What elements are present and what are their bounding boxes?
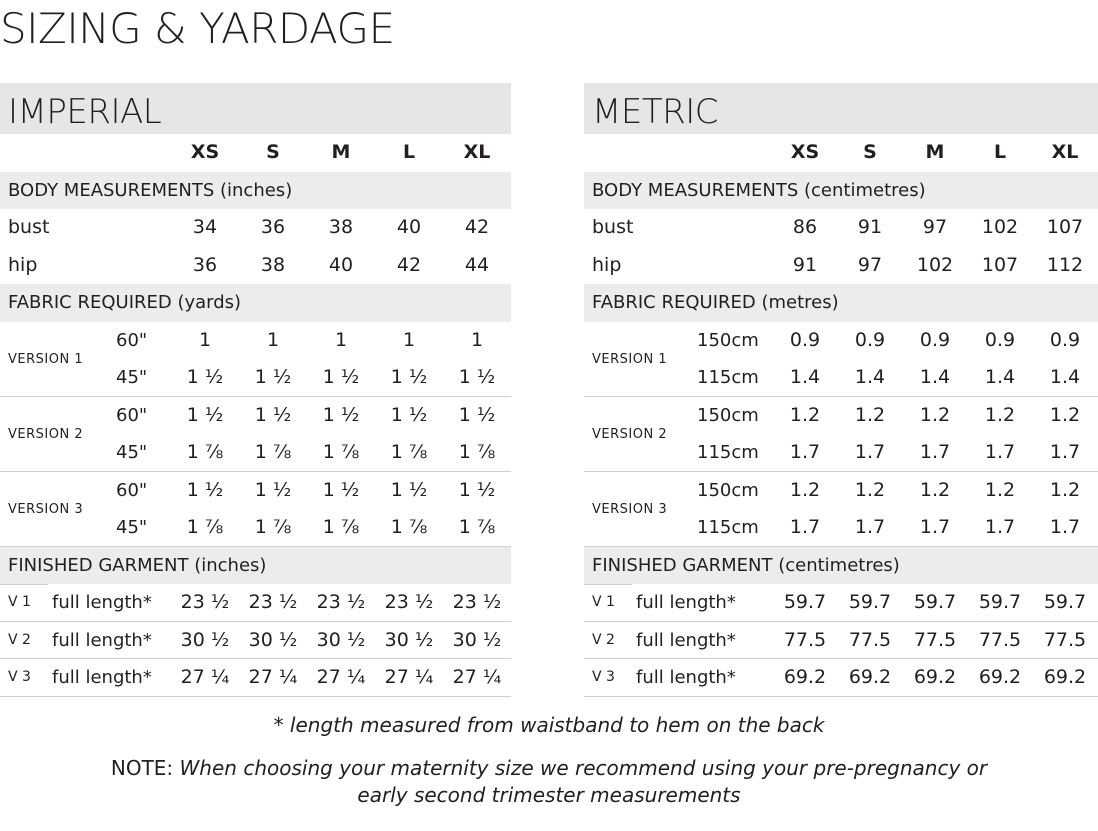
hip-value: 36 bbox=[192, 253, 218, 276]
size-header-m: M bbox=[925, 141, 945, 163]
fabric-amount-wide: 1.2 bbox=[789, 403, 821, 426]
page-title: SIZING & YARDAGE bbox=[0, 4, 395, 53]
hip-value: 97 bbox=[857, 253, 883, 276]
note-text-line-1: When choosing your maternity size we recommend using your pre-pregnancy or bbox=[179, 756, 988, 780]
bust-value: 107 bbox=[1046, 216, 1084, 238]
fabric-amount-wide: 1.2 bbox=[789, 478, 821, 501]
bust-value: 34 bbox=[192, 216, 218, 238]
fabric-required-label: FABRIC REQUIRED (yards) bbox=[8, 292, 242, 313]
full-length-value: 59.7 bbox=[848, 591, 892, 613]
finished-length-row bbox=[0, 659, 511, 697]
hip-value: 42 bbox=[396, 253, 422, 276]
fabric-amount-wide: 0.9 bbox=[1049, 328, 1081, 351]
finished-length-row bbox=[584, 584, 1098, 622]
fabric-width-wide: 60" bbox=[116, 329, 148, 351]
fabric-amount-wide: 1.2 bbox=[1049, 403, 1081, 426]
fabric-amount-wide: 0.9 bbox=[919, 328, 951, 351]
full-length-value: 27 ¼ bbox=[248, 666, 298, 688]
body-measurements-heading bbox=[0, 172, 511, 210]
bust-label: bust bbox=[8, 216, 50, 238]
fabric-width-narrow: 115cm bbox=[697, 367, 759, 388]
full-length-value: 23 ½ bbox=[248, 591, 298, 613]
fabric-amount-narrow: 1.7 bbox=[919, 441, 951, 463]
size-header-s: S bbox=[266, 141, 280, 163]
fabric-width-wide: 150cm bbox=[697, 404, 759, 426]
fabric-amount-wide: 1 ½ bbox=[322, 403, 360, 426]
full-length-label: full length* bbox=[52, 667, 152, 688]
bust-label: bust bbox=[592, 216, 634, 238]
fabric-amount-wide: 1.2 bbox=[984, 478, 1016, 501]
fabric-amount-wide: 1.2 bbox=[854, 403, 886, 426]
fabric-amount-wide: 1.2 bbox=[984, 403, 1016, 426]
size-header-s: S bbox=[863, 141, 877, 163]
fabric-amount-wide: 1 bbox=[470, 328, 484, 351]
full-length-value: 69.2 bbox=[848, 666, 892, 688]
fabric-amount-wide: 1.2 bbox=[919, 403, 951, 426]
full-length-value: 23 ½ bbox=[316, 591, 366, 613]
full-length-value: 77.5 bbox=[783, 628, 827, 651]
fabric-amount-wide: 1.2 bbox=[919, 478, 951, 501]
fabric-amount-wide: 1 ½ bbox=[254, 478, 292, 501]
fabric-amount-narrow: 1.7 bbox=[1049, 441, 1081, 463]
bust-value: 91 bbox=[857, 216, 883, 238]
full-length-value: 59.7 bbox=[1043, 591, 1087, 613]
full-length-value: 30 ½ bbox=[316, 628, 366, 651]
fabric-amount-wide: 1 ½ bbox=[322, 478, 360, 501]
fabric-amount-narrow: 1.7 bbox=[789, 516, 821, 538]
finished-garment-heading bbox=[584, 547, 1098, 585]
fabric-amount-wide: 1 ½ bbox=[186, 403, 224, 426]
hip-row bbox=[0, 247, 511, 285]
fabric-version-group bbox=[584, 472, 1098, 547]
fabric-amount-wide: 0.9 bbox=[984, 328, 1016, 351]
bust-value: 86 bbox=[792, 216, 818, 238]
fabric-amount-narrow: 1 ⅞ bbox=[254, 516, 292, 538]
fabric-amount-wide: 0.9 bbox=[854, 328, 886, 351]
body-measurements-label: BODY MEASUREMENTS (inches) bbox=[8, 179, 293, 201]
fabric-amount-narrow: 1 ½ bbox=[186, 366, 224, 388]
size-header-row bbox=[0, 134, 511, 172]
full-length-value: 23 ½ bbox=[180, 591, 230, 613]
bust-value: 42 bbox=[464, 216, 490, 238]
size-header-m: M bbox=[331, 141, 351, 163]
note-label: NOTE: bbox=[110, 756, 174, 780]
hip-row bbox=[584, 247, 1098, 285]
bust-value: 38 bbox=[328, 216, 354, 238]
finished-length-row bbox=[584, 622, 1098, 660]
bust-value: 102 bbox=[981, 216, 1019, 238]
finished-garment-heading bbox=[0, 547, 511, 585]
metric-table bbox=[584, 83, 1098, 697]
hip-label: hip bbox=[592, 253, 622, 276]
fabric-amount-wide: 1 ½ bbox=[390, 478, 428, 501]
full-length-value: 69.2 bbox=[913, 666, 957, 688]
imperial-heading: IMPERIAL bbox=[0, 83, 511, 134]
fabric-amount-narrow: 1 ⅞ bbox=[322, 441, 360, 463]
fabric-amount-wide: 1.2 bbox=[854, 478, 886, 501]
body-measurements-label: BODY MEASUREMENTS (centimetres) bbox=[592, 179, 926, 201]
fabric-amount-narrow: 1.4 bbox=[789, 366, 821, 388]
full-length-value: 30 ½ bbox=[248, 628, 298, 651]
version-label: VERSION 1 bbox=[592, 351, 668, 367]
full-length-value: 30 ½ bbox=[384, 628, 434, 651]
full-length-label: full length* bbox=[52, 629, 152, 651]
fabric-width-wide: 150cm bbox=[697, 329, 759, 351]
fabric-amount-narrow: 1.7 bbox=[919, 516, 951, 538]
fabric-amount-narrow: 1 ½ bbox=[254, 366, 292, 388]
full-length-value: 69.2 bbox=[1043, 666, 1087, 688]
version-short-label: V 2 bbox=[8, 631, 31, 648]
full-length-value: 69.2 bbox=[978, 666, 1022, 688]
full-length-label: full length* bbox=[52, 592, 152, 613]
fabric-amount-narrow: 1.7 bbox=[854, 441, 886, 463]
version-short-label: V 1 bbox=[592, 594, 615, 610]
fabric-amount-narrow: 1 ⅞ bbox=[254, 441, 292, 463]
fabric-width-wide: 150cm bbox=[697, 479, 759, 501]
fabric-amount-wide: 1 bbox=[198, 328, 212, 351]
fabric-width-narrow: 45" bbox=[116, 367, 148, 388]
version-label: VERSION 2 bbox=[592, 426, 668, 442]
fabric-amount-narrow: 1.4 bbox=[854, 366, 886, 388]
full-length-value: 30 ½ bbox=[180, 628, 230, 651]
footnote: * length measured from waistband to hem on the back bbox=[273, 713, 825, 737]
full-length-value: 59.7 bbox=[978, 591, 1022, 613]
finished-garment-label: FINISHED GARMENT (inches) bbox=[8, 554, 267, 576]
full-length-value: 77.5 bbox=[913, 628, 957, 651]
fabric-amount-narrow: 1.7 bbox=[1049, 516, 1081, 538]
full-length-value: 27 ¼ bbox=[384, 666, 434, 688]
fabric-amount-narrow: 1 ⅞ bbox=[322, 516, 360, 538]
fabric-version-group bbox=[0, 322, 511, 397]
size-header-xs: XS bbox=[790, 141, 820, 163]
hip-label: hip bbox=[8, 253, 38, 276]
fabric-version-group bbox=[584, 322, 1098, 397]
hip-value: 107 bbox=[981, 253, 1019, 276]
full-length-value: 69.2 bbox=[783, 666, 827, 688]
version-label: VERSION 2 bbox=[8, 426, 84, 442]
full-length-label: full length* bbox=[636, 629, 736, 651]
hip-value: 112 bbox=[1046, 253, 1084, 276]
hip-value: 44 bbox=[464, 253, 490, 276]
fabric-amount-narrow: 1 ⅞ bbox=[458, 516, 496, 538]
hip-value: 38 bbox=[260, 253, 286, 276]
fabric-amount-narrow: 1.4 bbox=[919, 366, 951, 388]
bust-row bbox=[584, 209, 1098, 247]
full-length-value: 27 ¼ bbox=[180, 666, 230, 688]
hip-value: 40 bbox=[328, 253, 354, 276]
fabric-amount-wide: 1 bbox=[334, 328, 348, 351]
version-short-label: V 1 bbox=[8, 594, 31, 610]
finished-length-row bbox=[584, 659, 1098, 697]
size-header-xl: XL bbox=[463, 141, 491, 163]
bust-value: 97 bbox=[922, 216, 948, 238]
size-header-xs: XS bbox=[190, 141, 220, 163]
bust-value: 40 bbox=[396, 216, 422, 238]
fabric-amount-narrow: 1.4 bbox=[1049, 366, 1081, 388]
full-length-label: full length* bbox=[636, 667, 736, 688]
finished-garment-label: FINISHED GARMENT (centimetres) bbox=[592, 554, 900, 576]
fabric-amount-wide: 1 ½ bbox=[458, 403, 496, 426]
version-short-label: V 3 bbox=[8, 669, 31, 685]
imperial-table bbox=[0, 83, 511, 697]
version-label: VERSION 3 bbox=[592, 501, 668, 517]
fabric-amount-wide: 1 bbox=[266, 328, 280, 351]
body-measurements-heading bbox=[584, 172, 1098, 210]
fabric-width-narrow: 115cm bbox=[697, 442, 759, 463]
fabric-amount-wide: 1.2 bbox=[1049, 478, 1081, 501]
fabric-amount-narrow: 1 ⅞ bbox=[186, 441, 224, 463]
fabric-version-group bbox=[0, 397, 511, 472]
maternity-note bbox=[0, 755, 1098, 809]
full-length-value: 23 ½ bbox=[384, 591, 434, 613]
fabric-width-wide: 60" bbox=[116, 479, 148, 501]
fabric-amount-wide: 1 ½ bbox=[254, 403, 292, 426]
fabric-width-narrow: 115cm bbox=[697, 517, 759, 538]
full-length-value: 23 ½ bbox=[452, 591, 502, 613]
fabric-amount-narrow: 1 ½ bbox=[458, 366, 496, 388]
fabric-width-wide: 60" bbox=[116, 404, 148, 426]
finished-length-row bbox=[0, 622, 511, 660]
fabric-amount-wide: 1 ½ bbox=[390, 403, 428, 426]
fabric-amount-wide: 1 bbox=[402, 328, 416, 351]
fabric-amount-wide: 0.9 bbox=[789, 328, 821, 351]
version-short-label: V 3 bbox=[592, 669, 615, 685]
fabric-amount-narrow: 1 ½ bbox=[322, 366, 360, 388]
metric-heading: METRIC bbox=[584, 83, 1098, 134]
fabric-version-group bbox=[0, 472, 511, 547]
finished-length-row bbox=[0, 584, 511, 622]
full-length-value: 77.5 bbox=[848, 628, 892, 651]
full-length-value: 27 ¼ bbox=[452, 666, 502, 688]
size-header-xl: XL bbox=[1051, 141, 1079, 163]
fabric-amount-narrow: 1.7 bbox=[789, 441, 821, 463]
fabric-required-label: FABRIC REQUIRED (metres) bbox=[592, 292, 839, 313]
fabric-amount-narrow: 1 ⅞ bbox=[390, 441, 428, 463]
fabric-required-heading bbox=[0, 284, 511, 322]
fabric-version-group bbox=[584, 397, 1098, 472]
fabric-amount-wide: 1 ½ bbox=[186, 478, 224, 501]
version-label: VERSION 1 bbox=[8, 351, 84, 367]
fabric-amount-narrow: 1 ½ bbox=[390, 366, 428, 388]
note-text-line-2: early second trimester measurements bbox=[357, 783, 741, 807]
fabric-amount-wide: 1 ½ bbox=[458, 478, 496, 501]
full-length-value: 59.7 bbox=[913, 591, 957, 613]
fabric-amount-narrow: 1 ⅞ bbox=[186, 516, 224, 538]
hip-value: 102 bbox=[916, 253, 954, 276]
hip-value: 91 bbox=[792, 253, 818, 276]
full-length-value: 30 ½ bbox=[452, 628, 502, 651]
fabric-amount-narrow: 1.4 bbox=[984, 366, 1016, 388]
fabric-amount-narrow: 1 ⅞ bbox=[458, 441, 496, 463]
size-header-l: L bbox=[402, 141, 416, 163]
version-short-label: V 2 bbox=[592, 631, 615, 648]
bust-value: 36 bbox=[260, 216, 286, 238]
fabric-amount-narrow: 1.7 bbox=[984, 441, 1016, 463]
full-length-value: 59.7 bbox=[783, 591, 827, 613]
full-length-value: 77.5 bbox=[1043, 628, 1087, 651]
full-length-value: 77.5 bbox=[978, 628, 1022, 651]
fabric-required-heading bbox=[584, 284, 1098, 322]
fabric-width-narrow: 45" bbox=[116, 517, 148, 538]
fabric-amount-narrow: 1 ⅞ bbox=[390, 516, 428, 538]
size-header-l: L bbox=[993, 141, 1007, 163]
full-length-label: full length* bbox=[636, 592, 736, 613]
fabric-amount-narrow: 1.7 bbox=[984, 516, 1016, 538]
bust-row bbox=[0, 209, 511, 247]
full-length-value: 27 ¼ bbox=[316, 666, 366, 688]
version-label: VERSION 3 bbox=[8, 501, 84, 517]
fabric-amount-narrow: 1.7 bbox=[854, 516, 886, 538]
size-header-row bbox=[584, 134, 1098, 172]
fabric-width-narrow: 45" bbox=[116, 442, 148, 463]
